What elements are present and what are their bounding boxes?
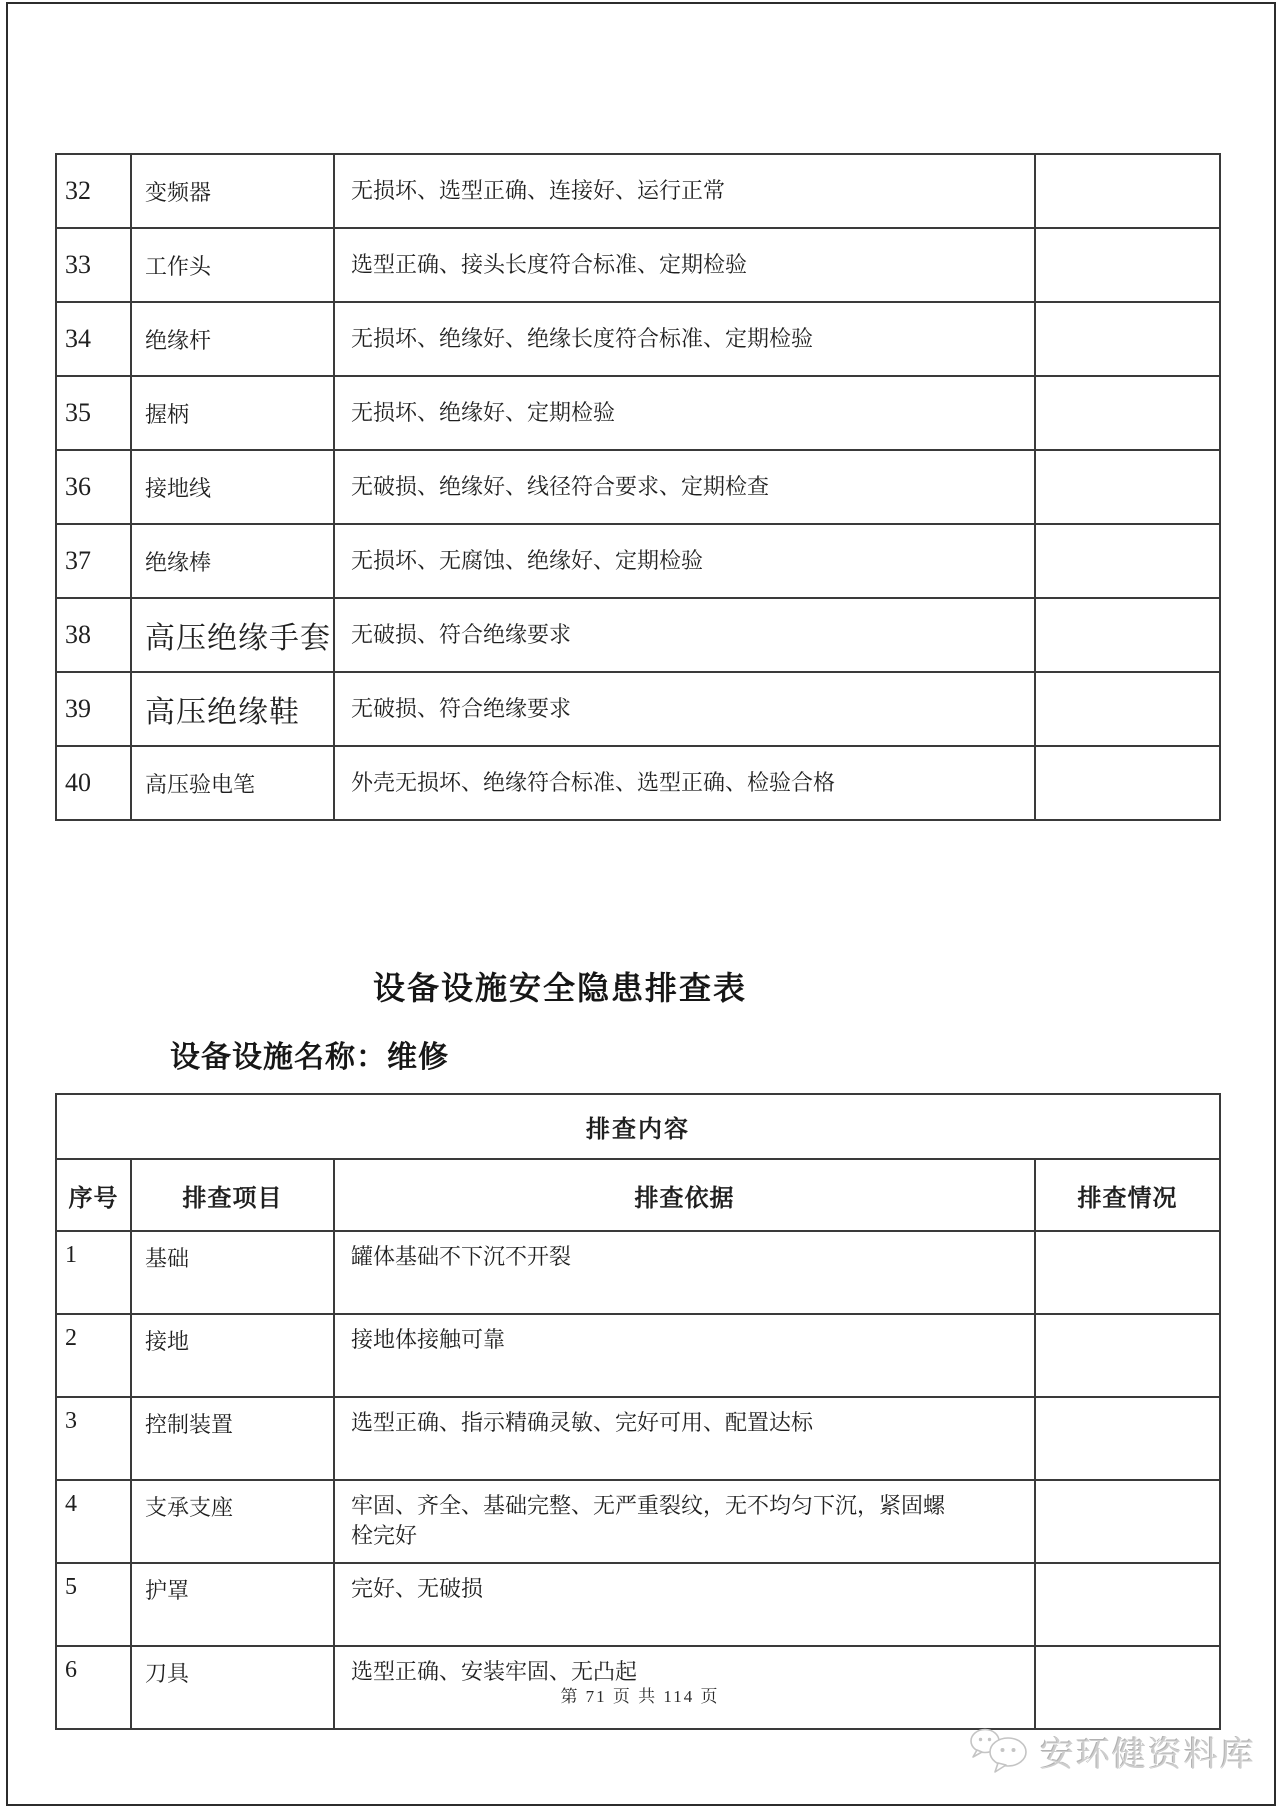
- criteria: 罐体基础不下沉不开裂: [334, 1231, 1035, 1314]
- criteria: 无损坏、绝缘好、定期检验: [334, 376, 1035, 450]
- row-number: 5: [56, 1563, 131, 1646]
- merged-header-row: [56, 1094, 1220, 1159]
- result-cell: [1035, 524, 1220, 598]
- result-cell: [1035, 228, 1220, 302]
- row-number: 40: [56, 746, 131, 820]
- result-cell: [1035, 598, 1220, 672]
- criteria: 牢固、齐全、基础完整、无严重裂纹，无不均匀下沉，紧固螺栓完好: [334, 1480, 1035, 1563]
- table-row: [56, 302, 1220, 376]
- table-row: [56, 154, 1220, 228]
- criteria: 选型正确、指示精确灵敏、完好可用、配置达标: [334, 1397, 1035, 1480]
- result-cell: [1035, 1563, 1220, 1646]
- watermark: [968, 1726, 1256, 1776]
- item-name: 握柄: [131, 376, 334, 450]
- criteria: 无破损、符合绝缘要求: [334, 672, 1035, 746]
- chat-bubbles-icon: [968, 1726, 1032, 1776]
- result-cell: [1035, 302, 1220, 376]
- table-row: [56, 450, 1220, 524]
- column-header: 排查情况: [1035, 1159, 1220, 1231]
- section-title: 设备设施安全隐患排查表: [372, 970, 747, 1006]
- result-cell: [1035, 672, 1220, 746]
- item-name: 刀具: [131, 1646, 334, 1729]
- result-cell: [1035, 1314, 1220, 1397]
- table-row: [56, 376, 1220, 450]
- inspection-table: [55, 1093, 1221, 1730]
- item-name: 绝缘杆: [131, 302, 334, 376]
- item-name: 接地线: [131, 450, 334, 524]
- item-name: 绝缘棒: [131, 524, 334, 598]
- item-name: 高压绝缘手套: [131, 598, 334, 672]
- result-cell: [1035, 450, 1220, 524]
- criteria: 无破损、符合绝缘要求: [334, 598, 1035, 672]
- row-number: 33: [56, 228, 131, 302]
- item-name: 接地: [131, 1314, 334, 1397]
- merged-header-cell: 排查内容: [56, 1094, 1220, 1159]
- result-cell: [1035, 376, 1220, 450]
- table-row: [56, 228, 1220, 302]
- table-row: [56, 1314, 1220, 1397]
- result-cell: [1035, 1397, 1220, 1480]
- row-number: 1: [56, 1231, 131, 1314]
- item-name: 高压绝缘鞋: [131, 672, 334, 746]
- row-number: 35: [56, 376, 131, 450]
- criteria: 完好、无破损: [334, 1563, 1035, 1646]
- criteria: 无损坏、绝缘好、绝缘长度符合标准、定期检验: [334, 302, 1035, 376]
- row-number: 6: [56, 1646, 131, 1729]
- table-row: [56, 1480, 1220, 1563]
- criteria: 外壳无损坏、绝缘符合标准、选型正确、检验合格: [334, 746, 1035, 820]
- table-row: [56, 1231, 1220, 1314]
- row-number: 32: [56, 154, 131, 228]
- row-number: 4: [56, 1480, 131, 1563]
- item-name: 变频器: [131, 154, 334, 228]
- item-name: 支承支座: [131, 1480, 334, 1563]
- table-row: [56, 1397, 1220, 1480]
- row-number: 3: [56, 1397, 131, 1480]
- column-header: 排查项目: [131, 1159, 334, 1231]
- item-name: 护罩: [131, 1563, 334, 1646]
- equipment-name-line: 设备设施名称：维修: [170, 1041, 449, 1074]
- item-name: 基础: [131, 1231, 334, 1314]
- row-number: 36: [56, 450, 131, 524]
- result-cell: [1035, 154, 1220, 228]
- criteria: 无损坏、无腐蚀、绝缘好、定期检验: [334, 524, 1035, 598]
- table-row: [56, 746, 1220, 820]
- result-cell: [1035, 746, 1220, 820]
- page-number: 第 71 页 共 114 页: [560, 1687, 720, 1706]
- equipment-checklist-table-continued: [55, 153, 1221, 821]
- criteria: 选型正确、安装牢固、无凸起: [334, 1646, 1035, 1729]
- criteria: 无破损、绝缘好、线径符合要求、定期检查: [334, 450, 1035, 524]
- row-number: 37: [56, 524, 131, 598]
- table-row: [56, 1563, 1220, 1646]
- criteria: 选型正确、接头长度符合标准、定期检验: [334, 228, 1035, 302]
- column-header-row: [56, 1159, 1220, 1231]
- row-number: 34: [56, 302, 131, 376]
- criteria: 无损坏、选型正确、连接好、运行正常: [334, 154, 1035, 228]
- table-row: [56, 524, 1220, 598]
- column-header: 排查依据: [334, 1159, 1035, 1231]
- item-name: 高压验电笔: [131, 746, 334, 820]
- result-cell: [1035, 1231, 1220, 1314]
- row-number: 38: [56, 598, 131, 672]
- table-row: [56, 672, 1220, 746]
- row-number: 2: [56, 1314, 131, 1397]
- result-cell: [1035, 1480, 1220, 1563]
- item-name: 控制装置: [131, 1397, 334, 1480]
- table-row: [56, 598, 1220, 672]
- watermark-text: 安环健资料库: [1040, 1735, 1256, 1774]
- criteria: 接地体接触可靠: [334, 1314, 1035, 1397]
- row-number: 39: [56, 672, 131, 746]
- item-name: 工作头: [131, 228, 334, 302]
- column-header: 序号: [56, 1159, 131, 1231]
